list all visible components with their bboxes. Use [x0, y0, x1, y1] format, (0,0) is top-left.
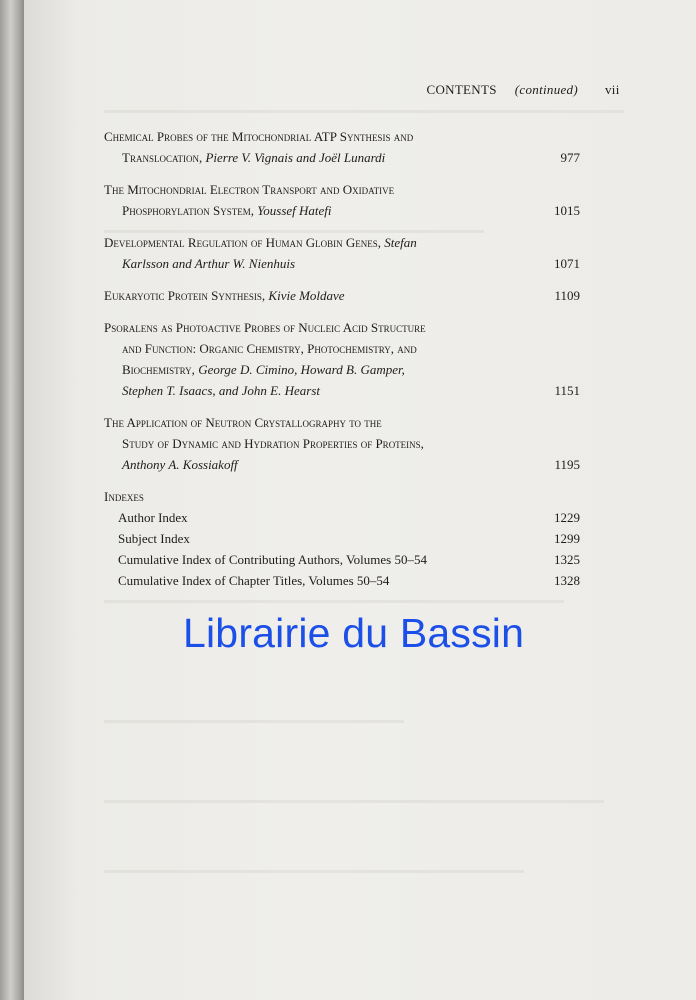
- entry-authors: Kivie Moldave: [268, 288, 345, 303]
- toc-entry-line: [104, 232, 580, 253]
- index-item-label: Author Index: [118, 510, 188, 525]
- toc-entry-line: [104, 338, 580, 359]
- index-item: [104, 507, 580, 528]
- page-number: vii: [605, 82, 620, 97]
- toc-entry-line: [104, 380, 580, 401]
- indexes-heading: Indexes: [104, 489, 144, 504]
- index-item-page: 1328: [554, 573, 580, 588]
- toc-entry: [104, 317, 580, 401]
- entry-authors: Anthony A. Kossiakoff: [122, 457, 238, 472]
- index-item-label: Cumulative Index of Chapter Titles, Volumes 50–54: [118, 573, 390, 588]
- bleed-through: [104, 600, 564, 603]
- toc-entry-line: [104, 285, 580, 306]
- entry-title: Study of Dynamic and Hydration Properties of Proteins,: [122, 436, 424, 451]
- toc-entry-line: [104, 200, 580, 221]
- index-item: [104, 549, 580, 570]
- toc-entry-line: [104, 126, 580, 147]
- book-spine: [0, 0, 24, 1000]
- entry-page-number: 1151: [554, 383, 580, 398]
- header-label: CONTENTS: [426, 82, 497, 97]
- entry-title: The Mitochondrial Electron Transport and Oxidative: [104, 182, 395, 197]
- watermark-text: Librairie du Bassin: [183, 610, 525, 656]
- entry-title: Chemical Probes of the Mitochondrial ATP Synthesis and: [104, 129, 414, 144]
- entry-authors: Karlsson and Arthur W. Nienhuis: [122, 256, 296, 271]
- entry-title: Psoralens as Photoactive Probes of Nucleic Acid Structure: [104, 320, 426, 335]
- entry-authors: Youssef Hatefi: [257, 203, 332, 218]
- bleed-through: [104, 720, 404, 723]
- toc-entry-line: [104, 433, 580, 454]
- table-of-contents: [104, 126, 580, 591]
- bleed-through: [104, 800, 604, 803]
- entry-title: Biochemistry,: [122, 362, 199, 377]
- entry-page-number: 1015: [554, 203, 580, 218]
- toc-entry-line: [104, 253, 580, 274]
- index-item-label: Subject Index: [118, 531, 190, 546]
- index-item-page: 1299: [554, 531, 580, 546]
- index-item-page: 1325: [554, 552, 580, 567]
- entry-title: The Application of Neutron Crystallography to the: [104, 415, 382, 430]
- entry-page-number: 1109: [554, 288, 580, 303]
- index-item-page: 1229: [554, 510, 580, 525]
- index-item: [104, 570, 580, 591]
- toc-entry: [104, 232, 580, 274]
- index-item-label: Cumulative Index of Contributing Authors, Volumes 50–54: [118, 552, 427, 567]
- toc-entry: [104, 126, 580, 168]
- entry-page-number: 1195: [554, 457, 580, 472]
- index-list: [104, 507, 580, 591]
- entry-title: Phosphorylation System,: [122, 203, 258, 218]
- entry-title: and Function: Organic Chemistry, Photochemistry, and: [122, 341, 417, 356]
- toc-entry: [104, 412, 580, 475]
- bleed-through: [104, 870, 524, 873]
- toc-entry: [104, 285, 580, 306]
- toc-entry: [104, 179, 580, 221]
- toc-entries: [104, 126, 580, 475]
- entry-page-number: 977: [560, 150, 580, 165]
- entry-title: Eukaryotic Protein Synthesis,: [104, 288, 269, 303]
- entry-title: Developmental Regulation of Human Globin Genes,: [104, 235, 385, 250]
- toc-entry-line: [104, 317, 580, 338]
- entry-authors: Stefan: [384, 235, 417, 250]
- bleed-through: [104, 110, 624, 113]
- running-header: [426, 82, 620, 98]
- entry-page-number: 1071: [554, 256, 580, 271]
- toc-entry-line: [104, 359, 580, 380]
- toc-entry-line: [104, 147, 580, 168]
- index-item: [104, 528, 580, 549]
- entry-authors: George D. Cimino, Howard B. Gamper,: [198, 362, 405, 377]
- entry-authors: Stephen T. Isaacs, and John E. Hearst: [122, 383, 320, 398]
- entry-title: Translocation,: [122, 150, 206, 165]
- toc-entry-line: [104, 179, 580, 200]
- header-continued: (continued): [514, 82, 578, 97]
- toc-entry-line: [104, 454, 580, 475]
- toc-entry-line: [104, 412, 580, 433]
- entry-authors: Pierre V. Vignais and Joël Lunardi: [205, 150, 386, 165]
